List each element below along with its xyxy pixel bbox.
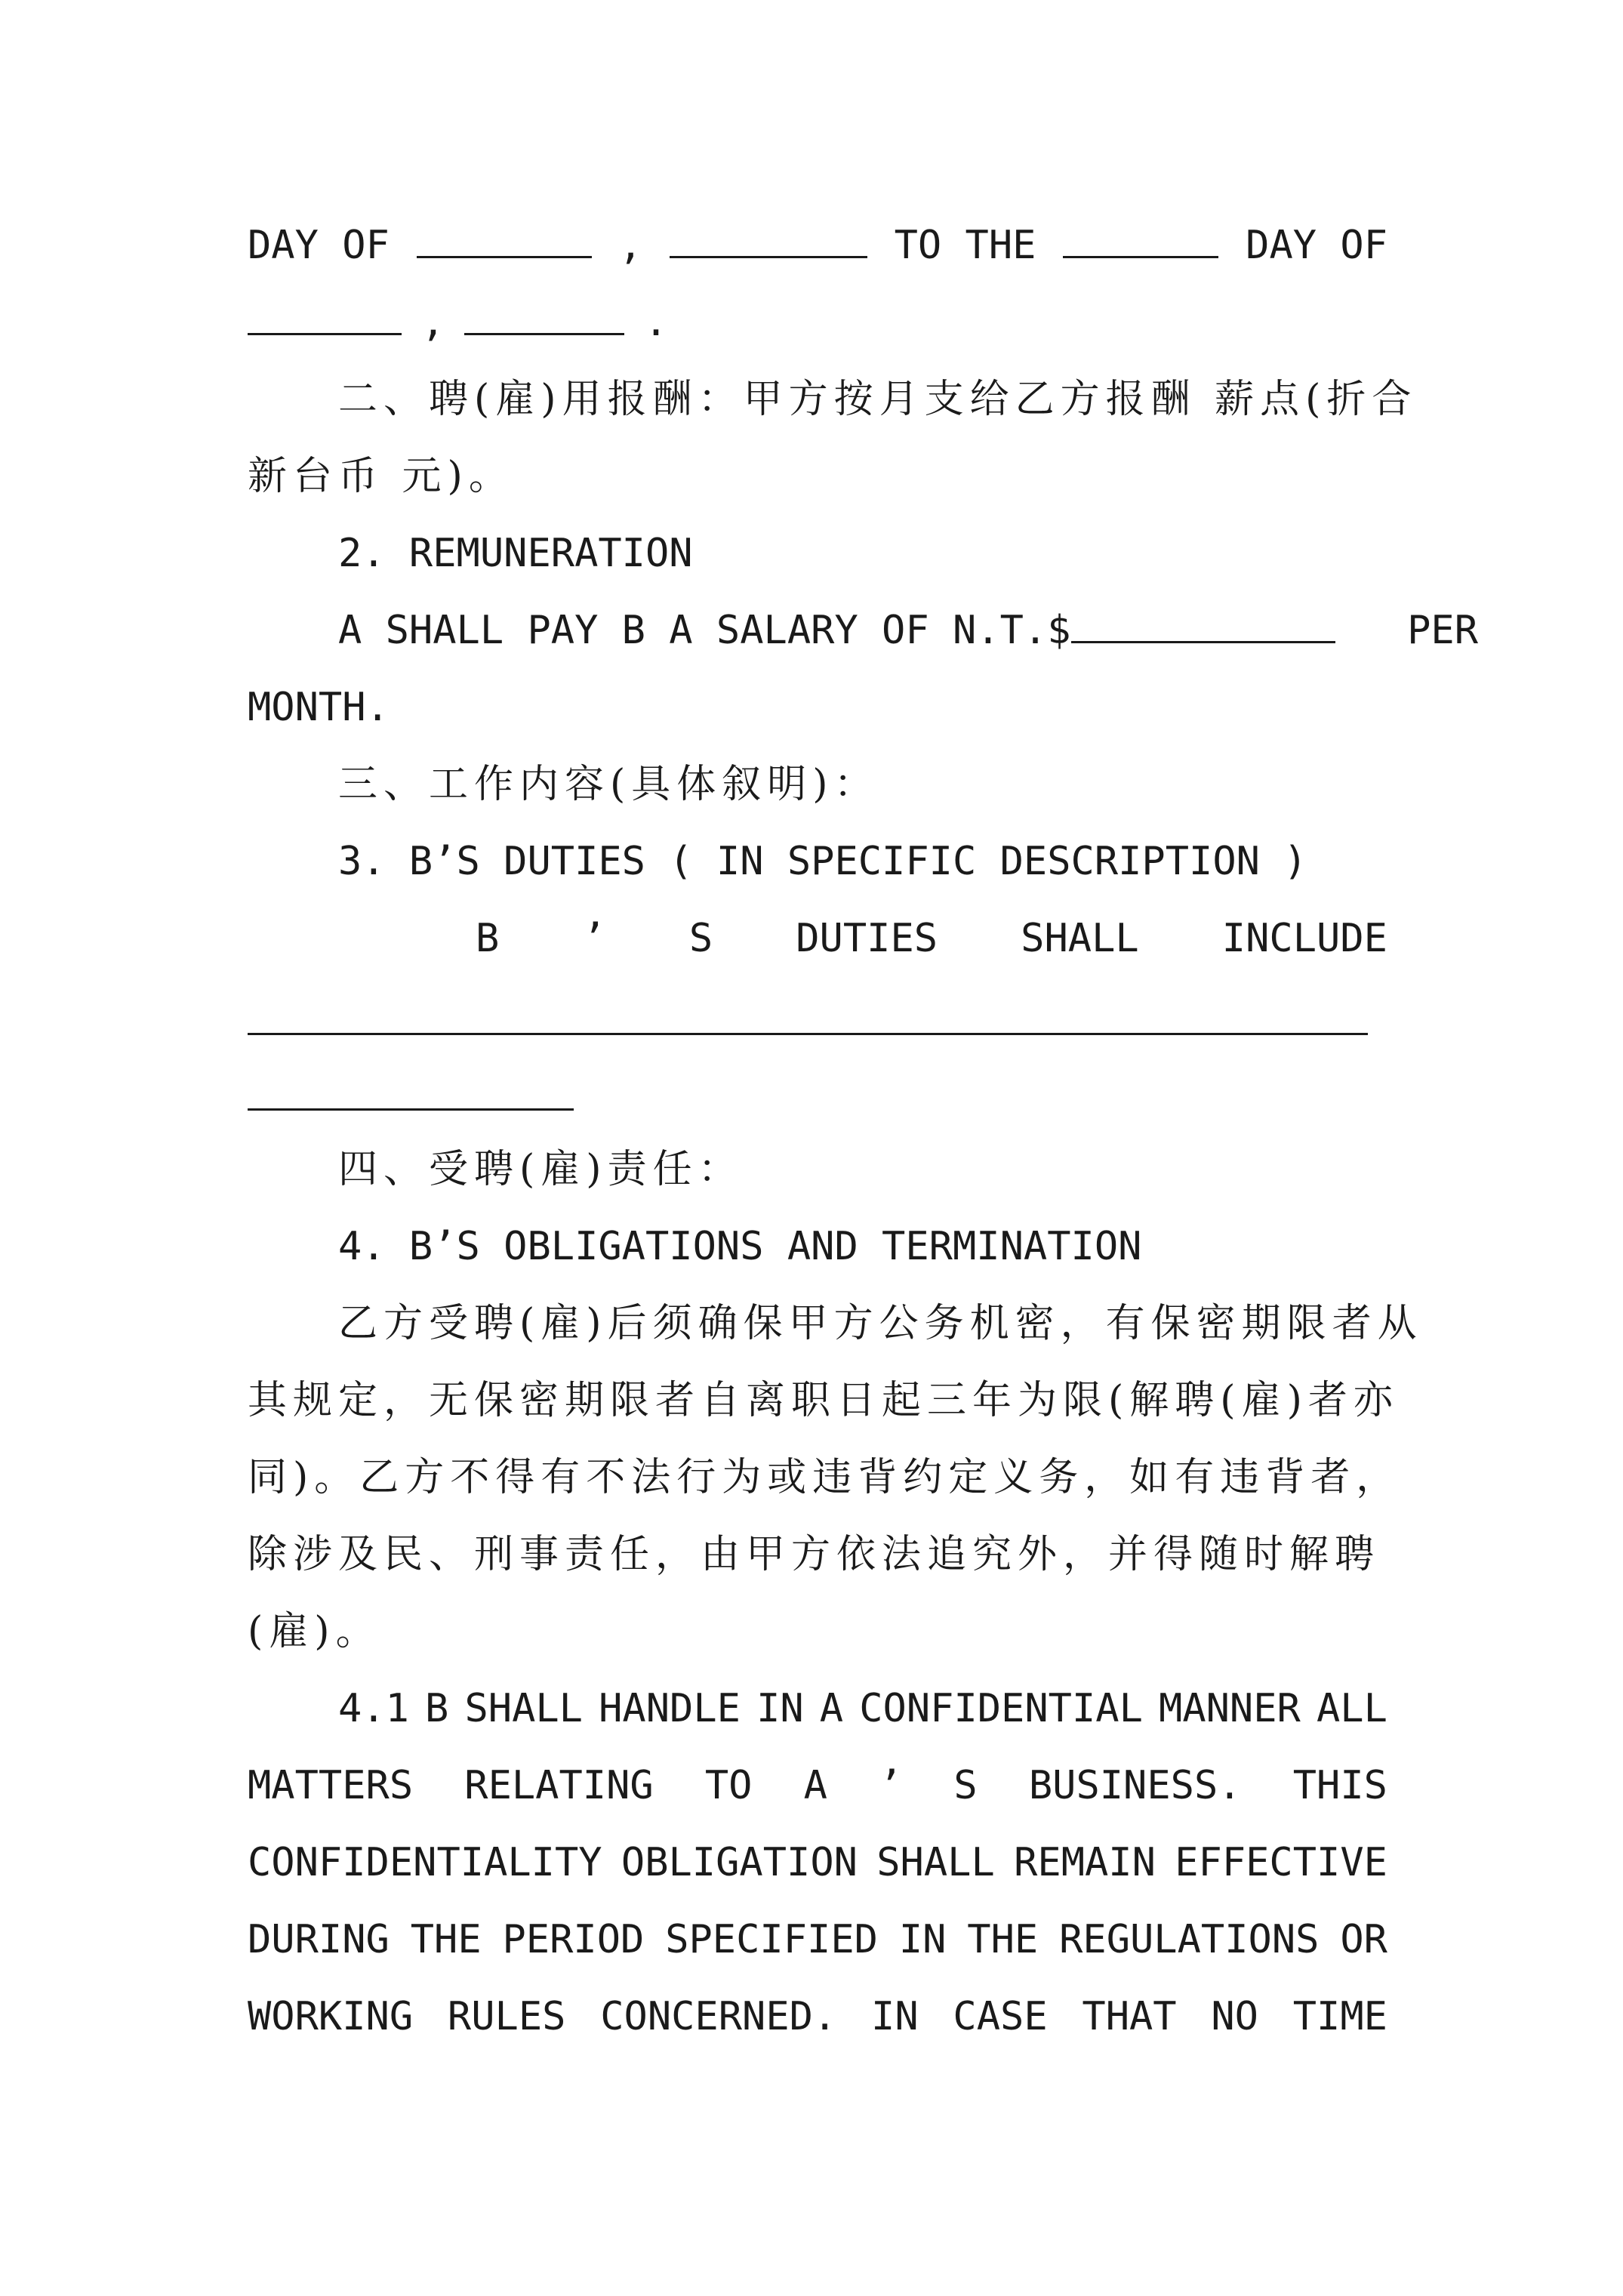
word: THE [967,1917,1039,1962]
duties-en-heading: 3. B’S DUTIES ( IN SPECIFIC DESCRIPTION ) [338,839,1307,884]
word: OBLIGATION [621,1840,858,1885]
word: NO [1211,1994,1258,2039]
day-of-label-2: DAY OF [1246,223,1387,268]
word: B [425,1686,449,1731]
obligations-cn-line: 其规定，无保密期限者自离职日起三年为限(解聘(雇)者亦 [248,1378,1399,1423]
word: OR [1340,1917,1387,1962]
remuneration-en-line-2: MONTH. [248,685,390,730]
word: REGULATIONS [1059,1917,1320,1962]
word: SHALL [876,1840,995,1885]
word: MATTERS [248,1763,414,1808]
duties-word: INCLUDE [1221,916,1387,961]
obligations-en-line [248,1836,1387,1889]
duties-blank-line-1 [248,1033,1368,1035]
blank-year-start [670,226,867,258]
obligations-en-heading: 4. B’S OBLIGATIONS AND TERMINATION [338,1224,1142,1269]
duties-word: B [476,916,500,961]
comma: , [421,300,445,345]
obligations-cn-line: 同)。乙方不得有不法行为或违背约定义务，如有违背者， [248,1455,1402,1500]
word: THE [410,1917,482,1962]
word: TIME [1292,1994,1387,2039]
word: A [819,1686,844,1731]
duties-word: SHALL [1021,916,1139,961]
comma: , [618,223,642,268]
word: CASE [953,1994,1048,2039]
word: SHALL [464,1686,583,1731]
word: MANNER [1159,1686,1301,1731]
obligations-cn-line: 乙方受聘(雇)后须确保甲方公务机密，有保密期限者从 [338,1301,1423,1346]
salary-text: A SHALL PAY B A SALARY OF N.T.$ [338,608,1071,653]
duties-word: ’ [582,916,606,961]
word: DURING [248,1917,390,1962]
obligations-en-line [248,1990,1387,2043]
word: PERIOD [502,1917,645,1962]
obligations-cn-line: (雇)。 [248,1609,381,1654]
word: SPECIFIED [665,1917,878,1962]
to-the-label: TO THE [894,223,1036,268]
word: CONCERNED. [600,1994,837,2039]
word: CONFIDENTIALITY [248,1840,602,1885]
word: ALL [1316,1686,1387,1731]
word: THIS [1292,1763,1387,1808]
duties-cn-heading: 三、工作内容(具体叙明)： [338,762,879,807]
word: TO [704,1763,753,1808]
blank-day-end [1063,226,1218,258]
duties-blank-line-2 [248,1108,574,1111]
word: CONFIDENTIAL [859,1686,1143,1731]
per-label: PER [1407,608,1478,653]
duties-word: DUTIES [796,916,938,961]
remuneration-cn-line-2: 新台币 元)。 [248,454,514,499]
word: RELATING [464,1763,654,1808]
obligations-cn-line: 除涉及民、刑事责任，由甲方依法追究外，并得随时解聘 [248,1532,1381,1577]
obligations-en-line [248,1913,1387,1966]
date-range-line-2 [248,296,1387,349]
blank-month-end [248,303,402,335]
word: THAT [1082,1994,1177,2039]
remuneration-en-line-1 [248,604,1478,657]
word: REMAIN [1014,1840,1156,1885]
word: S [953,1763,978,1808]
word: IN [756,1686,804,1731]
remuneration-heading: 2. REMUNERATION [338,531,693,576]
blank-year-end [464,303,624,335]
obligations-en-line [248,1682,1387,1735]
word: EFFECTIVE [1175,1840,1387,1885]
blank-month-start [417,226,592,258]
word: RULES [447,1994,566,2039]
day-of-label: DAY OF [248,223,390,268]
period: . [644,300,668,345]
remuneration-cn-line-1: 二、聘(雇)用报酬：甲方按月支给乙方报酬 薪点(折合 [338,377,1418,422]
word: WORKING [248,1994,414,2039]
word: IN [898,1917,947,1962]
date-range-line-1 [248,219,1387,272]
duties-include-line [248,912,1387,965]
word: BUSINESS. [1028,1763,1242,1808]
duties-word: S [688,916,713,961]
word: IN [871,1994,919,2039]
blank-salary-amount [1071,611,1335,643]
word: 4.1 [338,1686,409,1731]
word: A [803,1763,827,1808]
word: ’ [878,1763,903,1808]
obligations-cn-heading: 四、受聘(雇)责任： [338,1147,744,1192]
word: HANDLE [599,1686,741,1731]
obligations-en-line [248,1759,1387,1812]
